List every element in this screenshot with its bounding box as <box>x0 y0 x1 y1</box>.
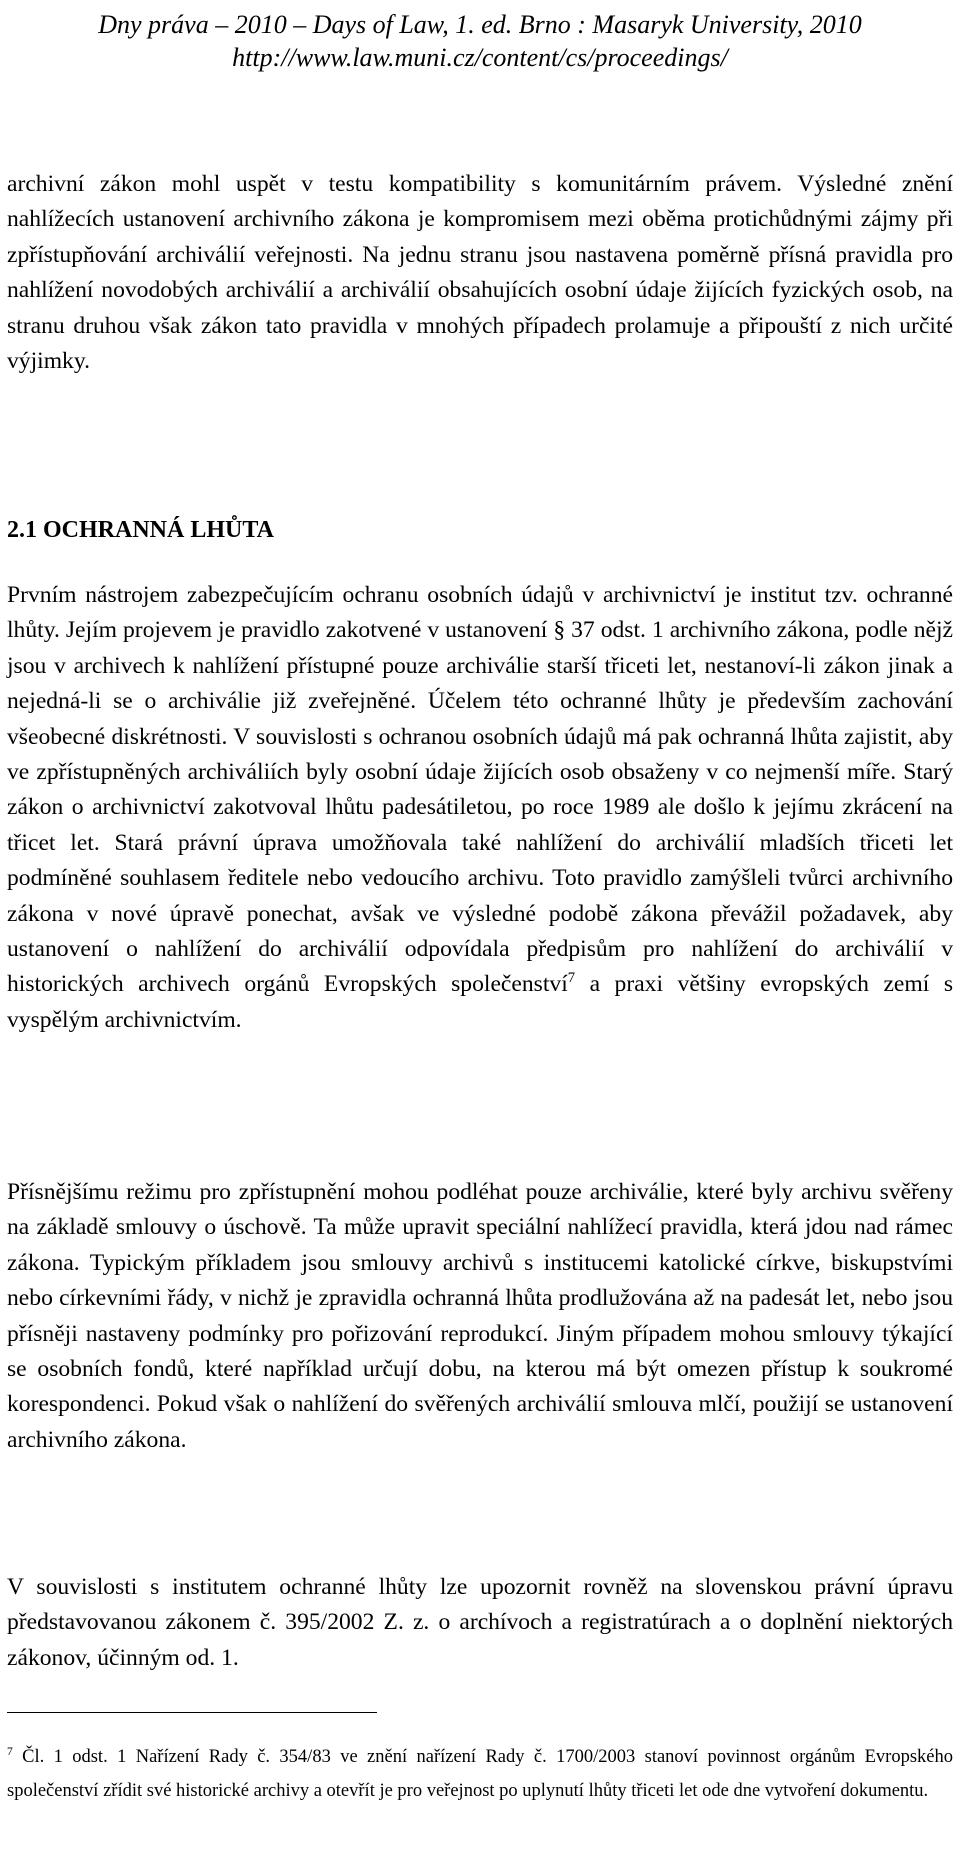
header-citation: Dny práva – 2010 – Days of Law, 1. ed. Brno : Masaryk University, 2010 <box>98 10 862 39</box>
footnote-reference: 7 <box>567 970 576 987</box>
footnote <box>7 1740 953 1808</box>
footnote-number: 7 <box>7 1746 13 1759</box>
paragraph-2-tail: a praxi většiny evropských zemí s vyspělým archivnictvím. <box>7 971 953 1033</box>
paragraph-2 <box>7 578 953 1038</box>
paragraph-1: archivní zákon mohl uspět v testu kompatibility s komunitárním právem. Výsledné znění nahlížecích ustanovení archivního zákona je kompromisem mezi oběma protichůdnými zájmy při zpřístupňování archiválií veřejnosti. Na jednu stranu jsou nastavena poměrně přísná pravidla pro nahlížení novodobých archiválií a archiválií obsahujících osobní údaje žijících fyzických osob, na stranu druhou však zákon tato pravidla v mnohých případech prolamuje a připouští z nich určité výjimky. <box>7 171 953 375</box>
footnote-text: Čl. 1 odst. 1 Nařízení Rady č. 354/83 ve znění nařízení Rady č. 1700/2003 stanoví povinnost orgánům Evropského společenství zřídit své historické archivy a otevřít je pro veřejnost po uplynutí lhůty třiceti let ode dne vytvoření dokumentu. <box>7 1747 953 1801</box>
paragraph-3: Přísnějšímu režimu pro zpřístupnění mohou podléhat pouze archiválie, které byly archivu svěřeny na základě smlouvy o úschově. Ta může upravit speciální nahlížecí pravidla, která jdou nad rámec zákona. Typickým příkladem jsou smlouvy archivů s institucemi katolické církve, biskupstvími nebo církevními řády, v nichž je zpravidla ochranná lhůta prodlužována až na padesát let, nebo jsou přísněji nastaveny podmínky pro pořizování reprodukcí. Jiným případem mohou smlouvy týkající se osobních fondů, které například určují dobu, na kterou má být omezen přístup k soukromé korespondenci. Pokud však o nahlížení do svěřených archiválií smlouva mlčí, použijí se ustanovení archivního zákona. <box>7 1179 953 1453</box>
section-heading: 2.1 OCHRANNÁ LHŮTA <box>7 517 274 543</box>
footnote-separator <box>7 1712 377 1713</box>
page-header <box>0 8 960 74</box>
paragraph-4: V souvislosti s institutem ochranné lhůty lze upozornit rovněž na slovenskou právní úpravu představovanou zákonem č. 395/2002 Z. z. o archívoch a registratúrach a o doplnění niektorých zákonov, účinným od. 1. <box>7 1574 953 1671</box>
header-url: http://www.law.muni.cz/content/cs/proceedings/ <box>232 43 728 72</box>
paragraph-2-text: Prvním nástrojem zabezpečujícím ochranu osobních údajů v archivnictví je institut tzv. ochranné lhůty. Jejím projevem je pravidlo zakotvené v ustanovení § 37 odst. 1 archivního zákona, podle nějž jsou v archivech k nahlížení přístupné pouze archiválie starší třiceti let, nestanoví-li zákon jinak a nejedná-li se o archiválie již zveřejněné. Účelem této ochranné lhůty je především zachování všeobecné diskrétnosti. V souvislosti s ochranou osobních údajů má pak ochranná lhůta zajistit, aby ve zpřístupněných archiváliích byly osobní údaje žijících osob obsaženy v co nejmenší míře. Starý zákon o archivnictví zakotvoval lhůtu padesátiletou, po roce 1989 ale došlo k jejímu zkrácení na třicet let. Stará právní úprava umožňovala také nahlížení do archiválií mladších třiceti let podmíněné souhlasem ředitele nebo vedoucího archivu. Toto pravidlo zamýšleli tvůrci archivního zákona v nové úpravě ponechat, avšak ve výsledné podobě zákona převážil požadavek, aby ustanovení o nahlížení do archiválií odpovídala předpisům pro nahlížení do archiválií v historických archivech orgánů Evropských společenství <box>7 582 953 998</box>
